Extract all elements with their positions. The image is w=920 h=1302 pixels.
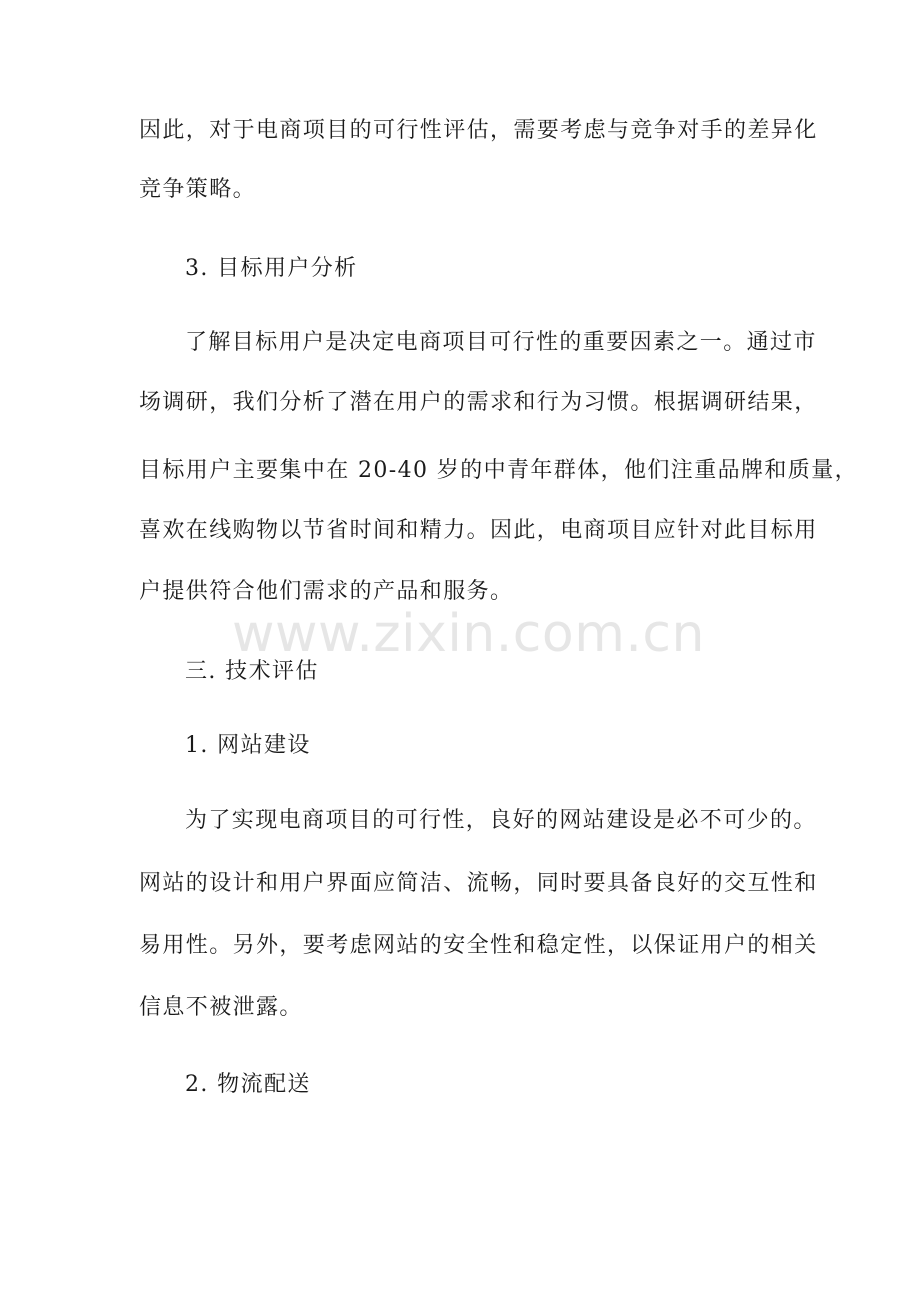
paragraph-line: 网站的设计和用户界面应简洁、流畅，同时要具备良好的交互性和 (139, 871, 818, 896)
paragraph-line: 场调研，我们分析了潜在用户的需求和行为习惯。根据调研结果， (139, 390, 818, 415)
paragraph-line: 户提供符合他们需求的产品和服务。 (139, 579, 514, 604)
subsection-heading: 2. 物流配送 (185, 1072, 311, 1097)
section-heading: 3. 目标用户分析 (185, 256, 358, 281)
paragraph-line: 目标用户主要集中在 20-40 岁的中青年群体，他们注重品牌和质量， (139, 458, 859, 483)
paragraph-line: 信息不被泄露。 (139, 995, 303, 1020)
subsection-heading: 1. 网站建设 (185, 733, 311, 758)
watermark: www.zixin.com.cn (232, 604, 705, 664)
paragraph-line: 竞争策略。 (139, 177, 257, 202)
section-heading: 三. 技术评估 (185, 659, 319, 684)
paragraph-line: 因此，对于电商项目的可行性评估，需要考虑与竞争对手的差异化 (139, 118, 818, 143)
paragraph-line: 了解目标用户是决定电商项目可行性的重要因素之一。通过市 (185, 330, 817, 355)
paragraph-line: 为了实现电商项目的可行性，良好的网站建设是必不可少的。 (185, 808, 817, 833)
paragraph-line: 喜欢在线购物以节省时间和精力。因此，电商项目应针对此目标用 (139, 518, 818, 543)
paragraph-line: 易用性。另外，要考虑网站的安全性和稳定性，以保证用户的相关 (139, 933, 818, 958)
